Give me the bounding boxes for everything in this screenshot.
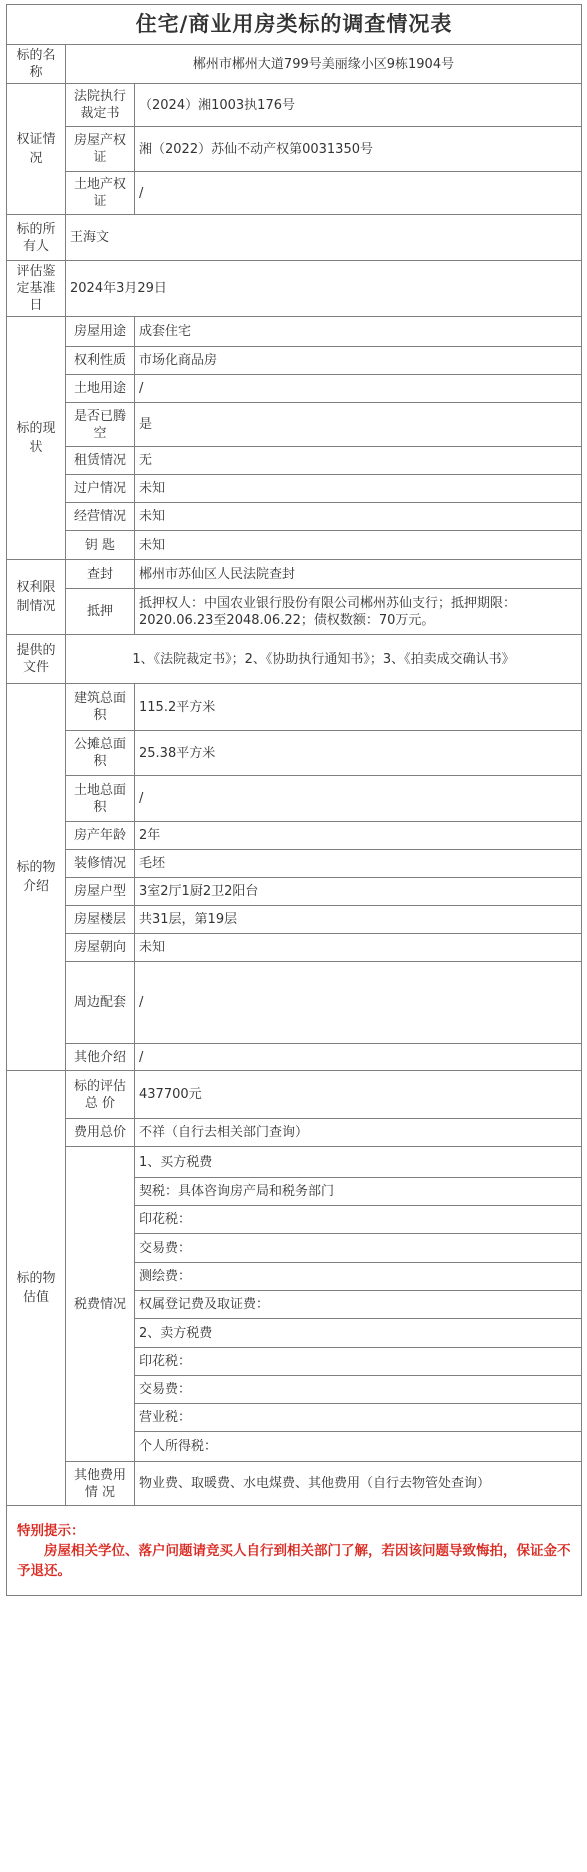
valuation-group-label: 标的物估值 <box>7 1071 66 1506</box>
tax-item: 交易费： <box>135 1376 582 1404</box>
other-fees-label: 其他费用情 况 <box>66 1462 135 1506</box>
land-use-value: / <box>135 375 582 403</box>
tax-item: 印花税： <box>135 1348 582 1376</box>
house-cert-value: 湘（2022）苏仙不动产权第0031350号 <box>135 127 582 172</box>
mortgage-value: 抵押权人：中国农业银行股份有限公司郴州苏仙支行；抵押期限：2020.06.23至2048.06.22；债权数额：70万元。 <box>135 589 582 635</box>
special-notice <box>7 1506 582 1596</box>
floor-value: 共31层，第19层 <box>135 906 582 934</box>
tax-item: 1、买方税费 <box>135 1147 582 1178</box>
build-area-label: 建筑总面积 <box>66 684 135 731</box>
eval-date-value: 2024年3月29日 <box>66 261 582 317</box>
fees-total-value: 不祥（自行去相关部门查询） <box>135 1119 582 1147</box>
orientation-value: 未知 <box>135 934 582 962</box>
documents-value: 1、《法院裁定书》；2、《协助执行通知书》；3、《拍卖成交确认书》 <box>66 635 582 684</box>
other-intro-value: / <box>135 1044 582 1071</box>
quanzheng-group-label: 权证情况 <box>7 84 66 215</box>
land-use-label: 土地用途 <box>66 375 135 403</box>
shared-area-label: 公摊总面积 <box>66 731 135 776</box>
age-label: 房产年龄 <box>66 822 135 850</box>
seal-value: 郴州市苏仙区人民法院查封 <box>135 560 582 589</box>
vacated-value: 是 <box>135 403 582 447</box>
surroundings-value: / <box>135 962 582 1044</box>
status-group-label: 标的现状 <box>7 317 66 560</box>
age-value: 2年 <box>135 822 582 850</box>
build-area-value: 115.2平方米 <box>135 684 582 731</box>
land-area-value: / <box>135 776 582 822</box>
page-title: 住宅/商业用房类标的调查情况表 <box>7 5 582 45</box>
nature-value: 市场化商品房 <box>135 347 582 375</box>
owner-label: 标的所有人 <box>7 215 66 261</box>
tax-item: 权属登记费及取证费： <box>135 1291 582 1319</box>
tax-item: 营业税： <box>135 1404 582 1432</box>
name-label: 标的名称 <box>7 45 66 84</box>
keys-value: 未知 <box>135 531 582 560</box>
owner-value: 王海文 <box>66 215 582 261</box>
operation-label: 经营情况 <box>66 503 135 531</box>
total-value: 437700元 <box>135 1071 582 1119</box>
survey-table <box>6 4 582 1596</box>
layout-label: 房屋户型 <box>66 878 135 906</box>
tax-item: 测绘费： <box>135 1263 582 1291</box>
total-label: 标的评估总 价 <box>66 1071 135 1119</box>
floor-label: 房屋楼层 <box>66 906 135 934</box>
fees-total-label: 费用总价 <box>66 1119 135 1147</box>
lease-value: 无 <box>135 447 582 475</box>
lease-label: 租赁情况 <box>66 447 135 475</box>
house-cert-label: 房屋产权证 <box>66 127 135 172</box>
documents-label: 提供的文件 <box>7 635 66 684</box>
transfer-label: 过户情况 <box>66 475 135 503</box>
usage-label: 房屋用途 <box>66 317 135 347</box>
decoration-value: 毛坯 <box>135 850 582 878</box>
transfer-value: 未知 <box>135 475 582 503</box>
notice-title: 特别提示： <box>17 1522 85 1539</box>
keys-label: 钥 匙 <box>66 531 135 560</box>
nature-label: 权利性质 <box>66 347 135 375</box>
notice-body: 房屋相关学位、落户问题请竞买人自行到相关部门了解，若因该问题导致悔拍，保证金不予退还。 <box>17 1542 571 1579</box>
intro-group-label: 标的物介绍 <box>7 684 66 1071</box>
land-cert-label: 土地产权证 <box>66 172 135 215</box>
tax-label: 税费情况 <box>66 1147 135 1462</box>
vacated-label: 是否已腾空 <box>66 403 135 447</box>
other-fees-value: 物业费、取暖费、水电煤费、其他费用（自行去物管处查询） <box>135 1462 582 1506</box>
other-intro-label: 其他介绍 <box>66 1044 135 1071</box>
tax-item: 交易费： <box>135 1234 582 1263</box>
operation-value: 未知 <box>135 503 582 531</box>
decoration-label: 装修情况 <box>66 850 135 878</box>
surroundings-label: 周边配套 <box>66 962 135 1044</box>
tax-item: 印花税： <box>135 1206 582 1234</box>
restriction-group-label: 权利限制情况 <box>7 560 66 635</box>
land-area-label: 土地总面积 <box>66 776 135 822</box>
seal-label: 查封 <box>66 560 135 589</box>
shared-area-value: 25.38平方米 <box>135 731 582 776</box>
court-label: 法院执行裁定书 <box>66 84 135 127</box>
court-value: （2024）湘1003执176号 <box>135 84 582 127</box>
tax-item: 个人所得税： <box>135 1432 582 1462</box>
survey-sheet <box>6 4 581 1596</box>
orientation-label: 房屋朝向 <box>66 934 135 962</box>
usage-value: 成套住宅 <box>135 317 582 347</box>
tax-item: 2、卖方税费 <box>135 1319 582 1348</box>
tax-item: 契税：具体咨询房产局和税务部门 <box>135 1178 582 1206</box>
eval-date-label: 评估鉴定基准日 <box>7 261 66 317</box>
layout-value: 3室2厅1厨2卫2阳台 <box>135 878 582 906</box>
mortgage-label: 抵押 <box>66 589 135 635</box>
land-cert-value: / <box>135 172 582 215</box>
name-value: 郴州市郴州大道799号美丽缘小区9栋1904号 <box>66 45 582 84</box>
